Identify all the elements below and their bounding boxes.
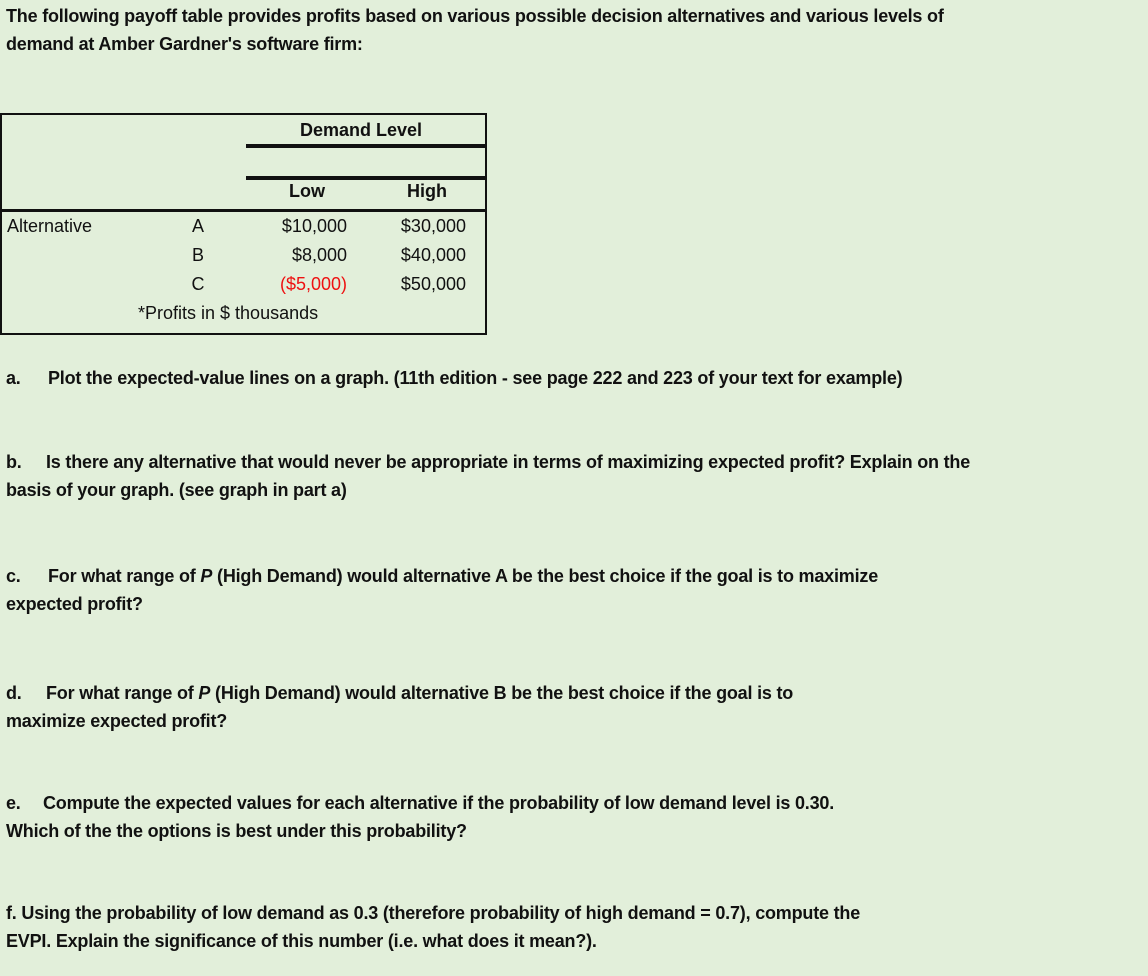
question-text-continued: basis of your graph. (see graph in part a) [6, 480, 347, 500]
question-text-continued: Which of the the options is best under this probability? [6, 821, 467, 841]
intro-line-1: The following payoff table provides profits based on various possible decision alternatives and various levels of [6, 6, 944, 26]
column-header-high: High [407, 181, 447, 201]
question-text-continued: maximize expected profit? [6, 711, 228, 731]
question-letter: c. [6, 566, 21, 586]
table-footnote: *Profits in $ thousands [138, 303, 319, 323]
question-letter: e. [6, 793, 21, 813]
alternative-label: A [191, 216, 204, 236]
question-text: For what range of [46, 683, 199, 703]
column-header-rule [2, 209, 485, 212]
payoff-cell: $8,000 [291, 245, 347, 265]
question-text: (High Demand) would alternative B be the best choice if the goal is to [210, 683, 794, 703]
question-text: Plot the expected-value lines on a graph. (11th edition - see page 222 and 223 of your text for example) [48, 368, 903, 388]
question-text-continued: EVPI. Explain the significance of this number (i.e. what does it mean?). [6, 931, 597, 951]
header-rule [246, 176, 485, 180]
probability-symbol: P [200, 566, 213, 586]
payoff-cell: $30,000 [400, 216, 466, 236]
question-text: For what range of [48, 566, 201, 586]
question-text: Is there any alternative that would never be appropriate in terms of maximizing expected profit? Explain on the [46, 452, 971, 472]
intro-paragraph [6, 2, 1136, 58]
alternative-label: C [191, 274, 205, 294]
question-b [6, 448, 1126, 504]
probability-symbol: P [198, 683, 211, 703]
question-letter: a. [6, 368, 21, 388]
question-letter: d. [6, 683, 22, 703]
payoff-cell: $10,000 [281, 216, 347, 236]
header-rule [246, 144, 485, 148]
intro-line-2: demand at Amber Gardner's software firm: [6, 34, 363, 54]
question-letter: b. [6, 452, 22, 472]
column-header-low: Low [289, 181, 325, 201]
payoff-cell: $50,000 [400, 274, 466, 294]
question-d [6, 679, 1126, 735]
question-a [6, 364, 1126, 392]
question-text: (High Demand) would alternative A be the best choice if the goal is to maximize [212, 566, 879, 586]
question-e [6, 789, 1126, 845]
alternative-label: B [191, 245, 204, 265]
question-text: f. Using the probability of low demand as 0.3 (therefore probability of high demand = 0.7), compute the [6, 903, 860, 923]
question-text-continued: expected profit? [6, 594, 143, 614]
payoff-cell: $40,000 [400, 245, 466, 265]
row-label-alternative: Alternative [7, 216, 93, 236]
question-text: Compute the expected values for each alternative if the probability of low demand level is 0.30. [43, 793, 835, 813]
payoff-table [0, 113, 487, 335]
demand-level-header: Demand Level [300, 120, 423, 140]
question-f [6, 899, 1126, 955]
question-c [6, 562, 1126, 618]
payoff-cell-negative: ($5,000) [279, 274, 347, 294]
